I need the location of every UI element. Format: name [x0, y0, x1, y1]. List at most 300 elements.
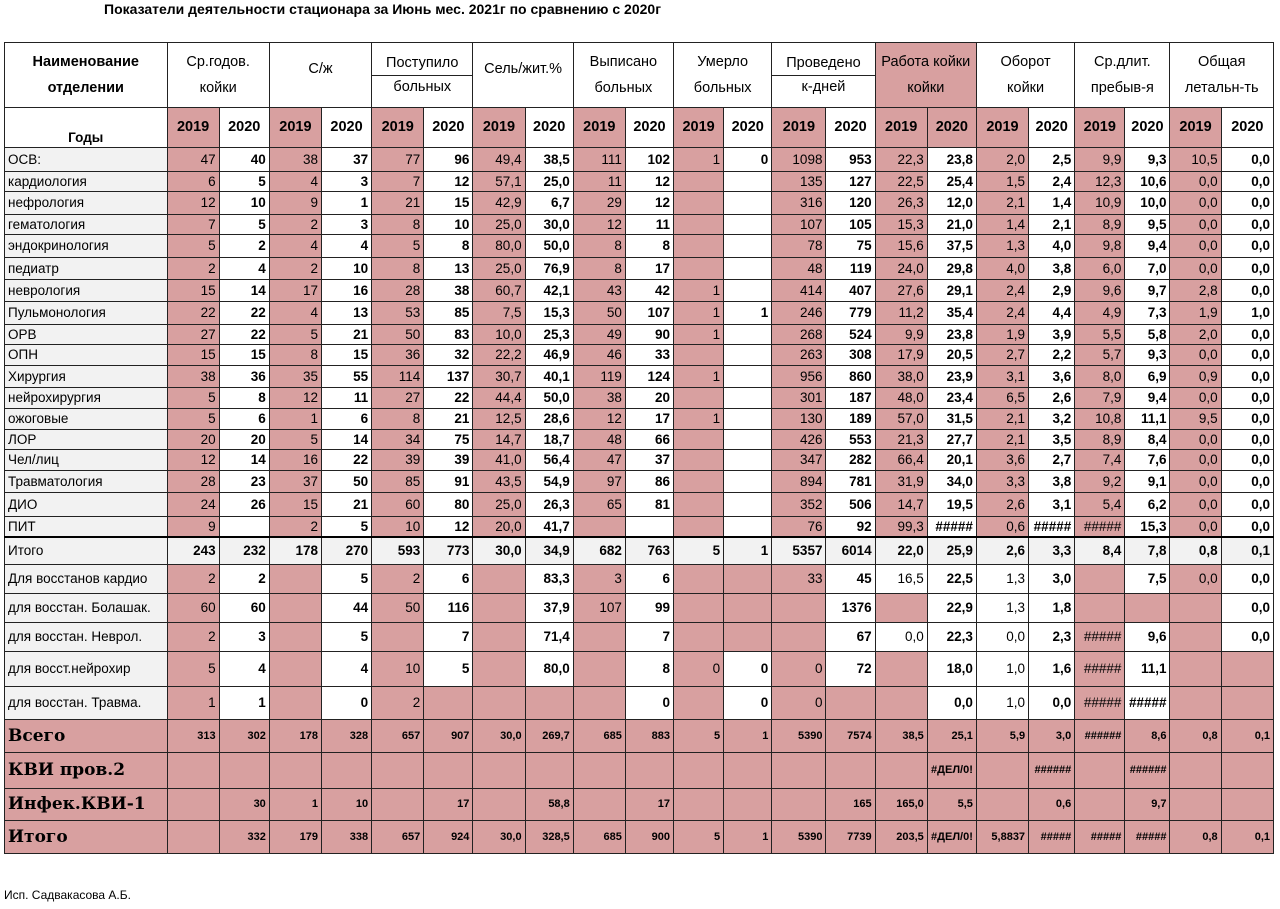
table-cell: 10 [219, 192, 269, 215]
table-cell: 7,0 [1125, 258, 1170, 280]
table-cell: 9,3 [1125, 345, 1170, 366]
table-row [5, 192, 1274, 215]
table-cell: 0,0 [1221, 345, 1273, 366]
row-label: неврология [5, 280, 168, 302]
table-cell: 9,7 [1125, 789, 1170, 821]
table-cell: 1 [674, 280, 724, 302]
table-cell: 7 [167, 215, 219, 235]
table-cell: 11 [573, 172, 625, 192]
table-cell: 65 [573, 493, 625, 517]
table-cell: 8 [625, 652, 673, 687]
row-label: для восстан. Болашак. [5, 594, 168, 623]
table-cell: 28 [372, 280, 424, 302]
table-cell: ###### [1125, 753, 1170, 789]
table-cell: 1 [674, 148, 724, 172]
table-cell [372, 623, 424, 652]
table-cell [724, 789, 772, 821]
table-cell: 15 [424, 192, 473, 215]
row-label: Итого [5, 537, 168, 565]
table-cell: 1 [321, 192, 371, 215]
table-cell: 302 [219, 720, 269, 753]
table-cell: 40 [219, 148, 269, 172]
table-cell: 203,5 [875, 821, 927, 854]
table-cell: 0,8 [1170, 537, 1221, 565]
row-label: Травматология [5, 471, 168, 493]
table-cell: 14,7 [875, 493, 927, 517]
table-cell: 30 [219, 789, 269, 821]
table-cell: 5 [167, 235, 219, 258]
table-cell: 14 [219, 280, 269, 302]
table-cell: 0,6 [1029, 789, 1075, 821]
table-cell: 27,6 [875, 280, 927, 302]
table-cell: 86 [625, 471, 673, 493]
table-cell: 97 [573, 471, 625, 493]
table-cell: 0,8 [1170, 821, 1221, 854]
table-cell: 2,1 [976, 409, 1028, 430]
row-label: Пульмонология [5, 302, 168, 325]
table-cell: 313 [167, 720, 219, 753]
table-cell [674, 388, 724, 409]
table-row [5, 280, 1274, 302]
table-cell [724, 192, 772, 215]
table-cell: 8 [573, 235, 625, 258]
table-cell [724, 366, 772, 388]
table-cell: 414 [772, 280, 826, 302]
table-cell: 5 [167, 409, 219, 430]
table-cell: 20,1 [927, 450, 976, 471]
table-cell: 18,0 [927, 652, 976, 687]
table-row [5, 652, 1274, 687]
table-cell [674, 172, 724, 192]
table-cell: 5 [372, 235, 424, 258]
table-cell: 24 [167, 493, 219, 517]
table-cell: 1 [724, 302, 772, 325]
table-cell: 3,8 [1029, 471, 1075, 493]
table-cell [219, 517, 269, 537]
table-cell: 9,4 [1125, 235, 1170, 258]
table-cell: 1,9 [1170, 302, 1221, 325]
table-cell: 27,7 [927, 430, 976, 450]
table-row [5, 687, 1274, 720]
year-header-y1: 2019 [875, 108, 927, 148]
table-cell: 48 [772, 258, 826, 280]
table-cell: 25,4 [927, 172, 976, 192]
table-cell: 27 [372, 388, 424, 409]
table-cell: 15 [321, 345, 371, 366]
table-cell: 38,0 [875, 366, 927, 388]
table-cell: 53 [372, 302, 424, 325]
table-cell: 37 [269, 471, 321, 493]
table-cell: 114 [372, 366, 424, 388]
table-cell: 5,5 [1075, 325, 1125, 345]
header-mortality: Общая летальн-ть [1170, 43, 1274, 108]
table-cell: 0,0 [1221, 192, 1273, 215]
table-cell [826, 753, 875, 789]
table-cell: 12 [625, 172, 673, 192]
table-cell: 4 [269, 172, 321, 192]
table-cell [724, 623, 772, 652]
table-cell: 3 [219, 623, 269, 652]
table-cell [1075, 594, 1125, 623]
table-cell: 91 [424, 471, 473, 493]
table-cell: 5 [674, 537, 724, 565]
table-cell: 22,2 [473, 345, 525, 366]
table-cell: 40,1 [525, 366, 573, 388]
table-row [5, 594, 1274, 623]
table-cell: 41,7 [525, 517, 573, 537]
table-cell: 23,4 [927, 388, 976, 409]
table-cell: 900 [625, 821, 673, 854]
table-cell: 76 [772, 517, 826, 537]
table-row [5, 258, 1274, 280]
table-cell: 8,6 [1125, 720, 1170, 753]
table-cell: 2 [269, 258, 321, 280]
year-header-y2: 2020 [525, 108, 573, 148]
table-cell [473, 687, 525, 720]
table-cell: 16 [269, 450, 321, 471]
year-header-y2: 2020 [927, 108, 976, 148]
table-cell: 1,3 [976, 565, 1028, 594]
year-header-y2: 2020 [219, 108, 269, 148]
table-cell: 17 [269, 280, 321, 302]
table-cell: ##### [1075, 687, 1125, 720]
table-row [5, 366, 1274, 388]
table-cell: 17,9 [875, 345, 927, 366]
year-row [5, 108, 1274, 148]
table-cell: 3,3 [976, 471, 1028, 493]
table-row [5, 789, 1274, 821]
table-cell: 34,9 [525, 537, 573, 565]
table-cell: 12,3 [1075, 172, 1125, 192]
table-cell [674, 345, 724, 366]
table-cell: 17 [625, 258, 673, 280]
table-cell: 27 [167, 325, 219, 345]
table-cell: 4,9 [1075, 302, 1125, 325]
table-cell: 0,0 [1221, 366, 1273, 388]
table-cell: 23 [219, 471, 269, 493]
table-cell: 0 [321, 687, 371, 720]
table-cell: 22,5 [927, 565, 976, 594]
table-cell: 0,0 [1170, 215, 1221, 235]
table-cell [573, 687, 625, 720]
row-label: ПИТ [5, 517, 168, 537]
page-title: Показатели деятельности стационара за Июнь мес. 2021г по сравнению с 2020г [104, 1, 662, 17]
table-cell: 2,7 [976, 345, 1028, 366]
table-cell [674, 789, 724, 821]
table-cell: 38 [573, 388, 625, 409]
table-cell: 10 [424, 215, 473, 235]
table-cell: 22,3 [875, 148, 927, 172]
table-cell: 22,9 [927, 594, 976, 623]
table-cell: 29,1 [927, 280, 976, 302]
table-cell: 2 [372, 687, 424, 720]
table-cell: 0,0 [1221, 409, 1273, 430]
year-header-y2: 2020 [1125, 108, 1170, 148]
table-cell: 0,0 [875, 623, 927, 652]
table-cell: 657 [372, 821, 424, 854]
table-cell: 56,4 [525, 450, 573, 471]
table-cell: 50 [372, 325, 424, 345]
table-cell: 75 [424, 430, 473, 450]
row-label: для восстан. Неврол. [5, 623, 168, 652]
table-cell: 2 [269, 215, 321, 235]
table-cell: 3 [321, 172, 371, 192]
table-cell [724, 471, 772, 493]
table-cell: 3,0 [1029, 565, 1075, 594]
table-cell: 10 [321, 789, 371, 821]
table-cell [674, 215, 724, 235]
table-cell [875, 594, 927, 623]
table-cell: 80,0 [473, 235, 525, 258]
table-cell: 137 [424, 366, 473, 388]
table-cell: 21 [321, 493, 371, 517]
header-village-pct: Сель/жит.% [473, 43, 573, 108]
table-cell: 2,0 [1170, 325, 1221, 345]
table-cell: 0,0 [1221, 565, 1273, 594]
table-cell: 779 [826, 302, 875, 325]
table-cell [625, 753, 673, 789]
table-cell: 85 [424, 302, 473, 325]
years-label: Годы [5, 108, 168, 148]
table-cell [674, 565, 724, 594]
table-cell [724, 517, 772, 537]
table-cell: 21,0 [927, 215, 976, 235]
table-cell: 48 [573, 430, 625, 450]
table-cell: 25,9 [927, 537, 976, 565]
table-cell: 47 [167, 148, 219, 172]
table-cell: 15,3 [875, 215, 927, 235]
table-cell: 44,4 [473, 388, 525, 409]
header-admitted: Поступило больных [372, 43, 473, 108]
table-cell: 0 [724, 652, 772, 687]
table-cell: 2,6 [976, 493, 1028, 517]
table-cell: 47 [573, 450, 625, 471]
table-cell: 2,8 [1170, 280, 1221, 302]
table-row [5, 302, 1274, 325]
table-cell: 907 [424, 720, 473, 753]
table-cell: 37,5 [927, 235, 976, 258]
table-cell: 685 [573, 821, 625, 854]
table-cell: 0,6 [976, 517, 1028, 537]
table-cell: 4,0 [1029, 235, 1075, 258]
table-row [5, 148, 1274, 172]
table-cell: 0,0 [1221, 258, 1273, 280]
table-cell: 26,3 [875, 192, 927, 215]
table-cell: 7,6 [1125, 450, 1170, 471]
table-cell: 4 [321, 235, 371, 258]
table-cell: ##### [1125, 687, 1170, 720]
table-cell: 29,8 [927, 258, 976, 280]
table-cell [724, 215, 772, 235]
table-cell: 21 [372, 192, 424, 215]
table-cell [525, 687, 573, 720]
table-cell: 19,5 [927, 493, 976, 517]
table-body [5, 148, 1274, 854]
table-cell: 1,3 [976, 235, 1028, 258]
table-cell: 1,6 [1029, 652, 1075, 687]
table-cell: 3,5 [1029, 430, 1075, 450]
table-cell: 301 [772, 388, 826, 409]
table-cell: 0,0 [927, 687, 976, 720]
table-cell: 9,9 [875, 325, 927, 345]
table-cell: 8 [269, 345, 321, 366]
table-cell: 12,5 [473, 409, 525, 430]
table-cell: 60 [372, 493, 424, 517]
row-label: ОРВ [5, 325, 168, 345]
table-cell: 4 [321, 652, 371, 687]
table-cell: 0,0 [1221, 623, 1273, 652]
table-cell: 593 [372, 537, 424, 565]
table-cell: 23,8 [927, 325, 976, 345]
table-cell: 5,5 [927, 789, 976, 821]
table-cell [674, 493, 724, 517]
table-cell: 178 [269, 720, 321, 753]
table-cell: 2 [219, 565, 269, 594]
table-cell [1125, 594, 1170, 623]
header-avg-stay: Ср.длит. пребыв-я [1075, 43, 1170, 108]
table-cell [625, 517, 673, 537]
table-cell: 23,8 [927, 148, 976, 172]
table-cell: 30,0 [525, 215, 573, 235]
table-cell: 0,0 [1170, 565, 1221, 594]
table-cell: 22 [321, 450, 371, 471]
table-cell: 5,8 [1125, 325, 1170, 345]
table-cell [674, 235, 724, 258]
table-cell: 0,0 [1029, 687, 1075, 720]
table-cell [674, 753, 724, 789]
table-cell: 11,2 [875, 302, 927, 325]
table-cell: 75 [826, 235, 875, 258]
table-cell: 5 [269, 430, 321, 450]
table-cell: 8,0 [1075, 366, 1125, 388]
table-cell: 36 [372, 345, 424, 366]
table-cell: 49 [573, 325, 625, 345]
table-cell: 9,8 [1075, 235, 1125, 258]
table-cell: 45 [826, 565, 875, 594]
table-cell: 9 [269, 192, 321, 215]
table-cell: 12 [167, 450, 219, 471]
table-cell: 22 [424, 388, 473, 409]
table-cell: 3,6 [976, 450, 1028, 471]
table-cell: 2,5 [1029, 148, 1075, 172]
year-header-y2: 2020 [1221, 108, 1273, 148]
table-cell: 8,4 [1075, 537, 1125, 565]
table-cell [772, 753, 826, 789]
table-cell [724, 388, 772, 409]
table-cell: 9,6 [1125, 623, 1170, 652]
table-cell: 107 [573, 594, 625, 623]
table-cell: 407 [826, 280, 875, 302]
header-beds: Ср.годов. койки [167, 43, 269, 108]
table-cell: 67 [826, 623, 875, 652]
table-cell: 8,9 [1075, 430, 1125, 450]
table-cell: 14 [219, 450, 269, 471]
year-header-y1: 2019 [1170, 108, 1221, 148]
table-cell [674, 623, 724, 652]
table-cell: 426 [772, 430, 826, 450]
row-label: нейрохирургия [5, 388, 168, 409]
table-cell [1221, 789, 1273, 821]
table-row [5, 493, 1274, 517]
table-cell: 25,0 [473, 258, 525, 280]
table-cell: 31,5 [927, 409, 976, 430]
table-cell: 42,1 [525, 280, 573, 302]
table-cell: 4 [269, 235, 321, 258]
table-cell: 0,9 [1170, 366, 1221, 388]
table-cell: 6 [167, 172, 219, 192]
table-cell: 80,0 [525, 652, 573, 687]
table-cell: 2 [219, 235, 269, 258]
table-cell: 7574 [826, 720, 875, 753]
table-cell: 5 [219, 172, 269, 192]
year-header-y2: 2020 [625, 108, 673, 148]
table-cell: 270 [321, 537, 371, 565]
table-cell: 0,0 [1221, 215, 1273, 235]
table-cell: 9,4 [1125, 388, 1170, 409]
table-cell: 2,9 [1029, 280, 1075, 302]
table-cell: 2,1 [976, 192, 1028, 215]
table-cell: 5390 [772, 821, 826, 854]
row-label: ЛОР [5, 430, 168, 450]
table-cell: 33 [625, 345, 673, 366]
table-cell: 685 [573, 720, 625, 753]
row-label: педиатр [5, 258, 168, 280]
table-cell: 105 [826, 215, 875, 235]
table-cell [772, 623, 826, 652]
table-cell: 107 [625, 302, 673, 325]
table-cell: 66,4 [875, 450, 927, 471]
table-cell: 11,1 [1125, 409, 1170, 430]
table-cell: 5 [269, 325, 321, 345]
table-cell [674, 258, 724, 280]
table-cell: 1 [674, 325, 724, 345]
table-cell: 8 [424, 235, 473, 258]
table-cell: 5 [321, 565, 371, 594]
table-cell: 127 [826, 172, 875, 192]
table-cell: 2,3 [1029, 623, 1075, 652]
table-row [5, 430, 1274, 450]
table-cell: 7,9 [1075, 388, 1125, 409]
table-cell [772, 594, 826, 623]
table-cell [525, 753, 573, 789]
table-cell: 60 [219, 594, 269, 623]
table-cell: 15,3 [1125, 517, 1170, 537]
table-cell: 3,3 [1029, 537, 1075, 565]
footer-executor: Исп. Садвакасова А.Б. [4, 888, 131, 902]
year-header-y1: 2019 [1075, 108, 1125, 148]
table-row [5, 172, 1274, 192]
table-cell [1170, 789, 1221, 821]
table-cell: 179 [269, 821, 321, 854]
table-cell: 553 [826, 430, 875, 450]
row-label: для восст.нейрохир [5, 652, 168, 687]
row-label: Всего [5, 720, 168, 753]
table-cell: 25,1 [927, 720, 976, 753]
table-cell [724, 594, 772, 623]
table-row [5, 388, 1274, 409]
table-cell: 37 [625, 450, 673, 471]
table-cell: 32 [424, 345, 473, 366]
table-cell: 30,0 [473, 720, 525, 753]
row-label: КВИ пров.2 [5, 753, 168, 789]
table-cell: 5,4 [1075, 493, 1125, 517]
table-cell: 124 [625, 366, 673, 388]
table-cell: 0,0 [1221, 172, 1273, 192]
table-cell: 5 [167, 388, 219, 409]
table-cell: 5 [674, 821, 724, 854]
table-cell: 956 [772, 366, 826, 388]
row-label: Инфек.КВИ-1 [5, 789, 168, 821]
